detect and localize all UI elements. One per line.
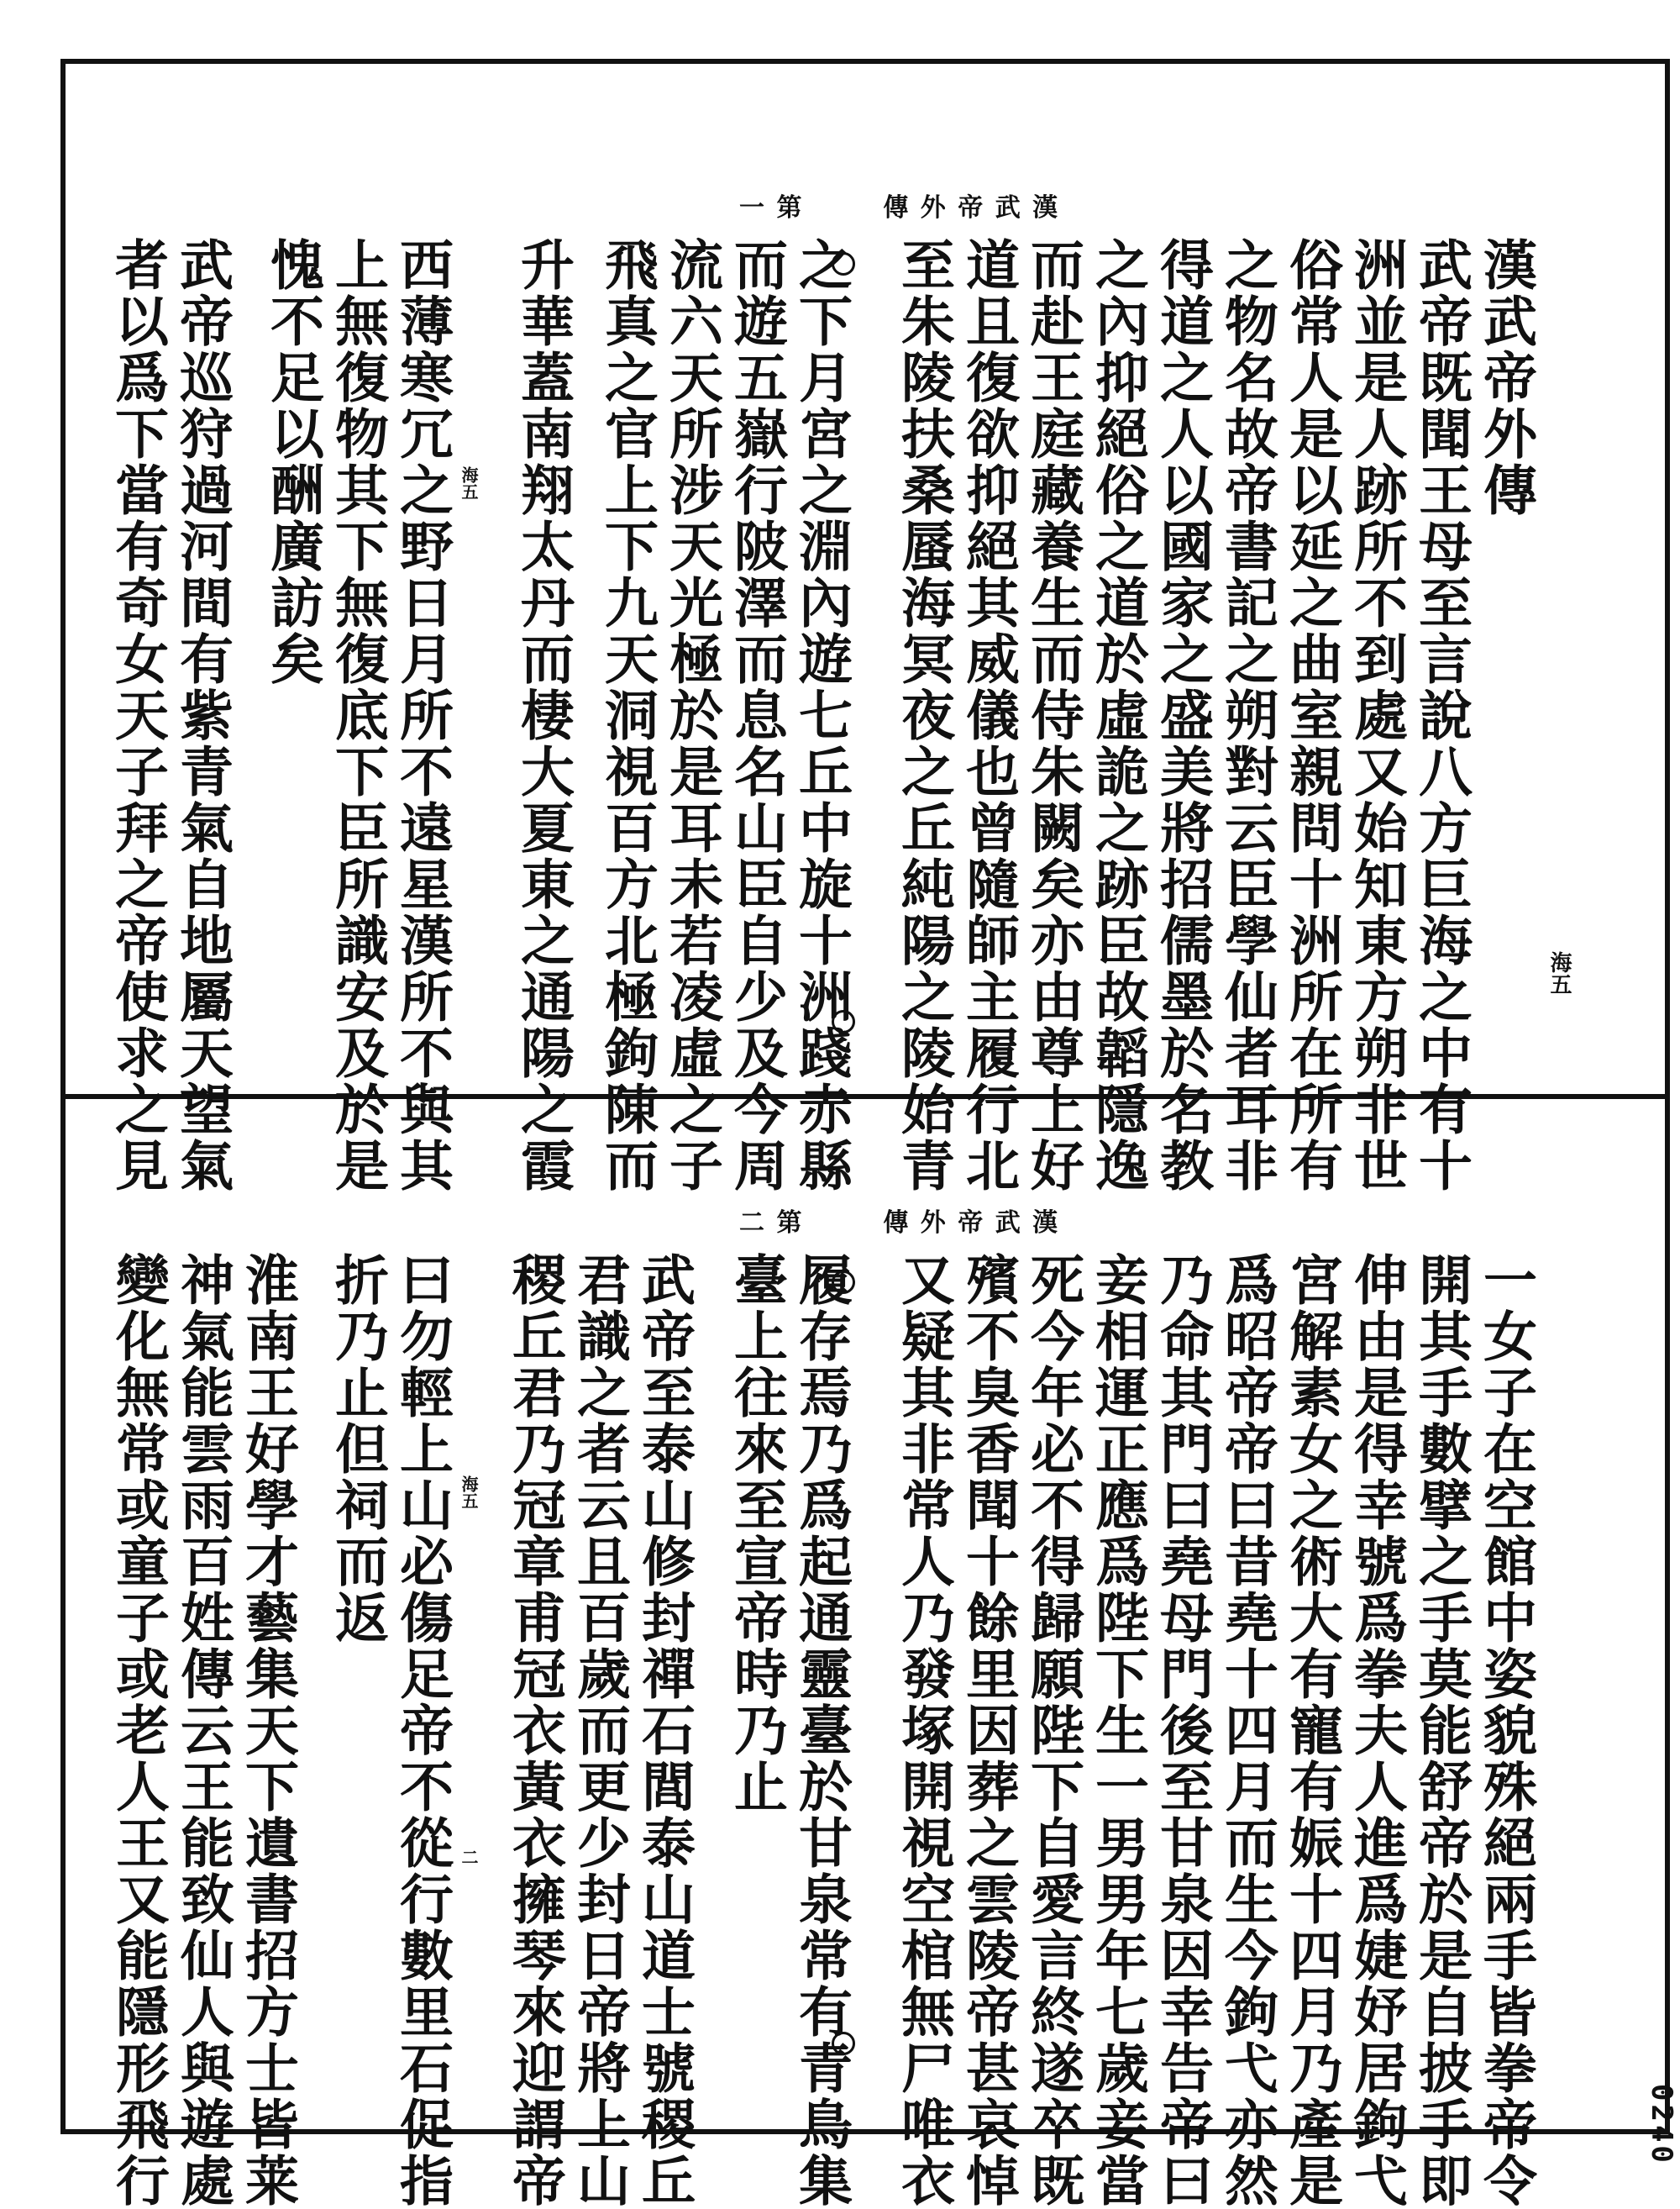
top-col-15: 升華蓋南翔太丹而棲大夏東之通陽之霞 bbox=[512, 237, 575, 1194]
bottom-circle-mark-1 bbox=[832, 1270, 855, 1294]
top-col-13: 流六天所涉天光極於是耳未若凌虛之子 bbox=[660, 237, 723, 1194]
bottom-col-11: 履存焉乃爲起通靈臺於甘泉常有青鳥集 bbox=[790, 1252, 853, 2209]
bottom-col-10: 又疑其非常人乃發塚開視空棺無尸唯衣 bbox=[892, 1252, 955, 2209]
bottom-circle-mark-2 bbox=[832, 2032, 855, 2055]
top-col-6: 得道之人以國家之盛美將招儒墨於名教 bbox=[1151, 237, 1214, 1194]
top-col-16: 西薄寒冗之野日月所不遠星漢所不與其 bbox=[391, 237, 454, 1194]
bottom-header bbox=[739, 1202, 1059, 1239]
bottom-col-3: 伸由是得幸號爲拳夫人進爲婕妤居鉤弋 bbox=[1345, 1252, 1408, 2209]
bottom-col-19: 神氣能雲雨百姓傳云王能致仙人與遊處 bbox=[171, 1252, 234, 2209]
bottom-col-6: 乃命其門曰堯母門後至甘泉因幸告帝曰 bbox=[1151, 1252, 1214, 2209]
top-col-10: 至朱陵扶桑蜃海冥夜之丘純陽之陵始青 bbox=[892, 237, 955, 1194]
top-col-5: 之物名故帝書記之朔對云臣學仙者耳非 bbox=[1215, 237, 1278, 1194]
bottom-col-2: 開其手數擘之手莫能舒帝於是自披手即 bbox=[1410, 1252, 1473, 2209]
bottom-header-section: 二 第 bbox=[739, 1208, 804, 1238]
bottom-col-15: 稷丘君乃冠章甫冠衣黃衣擁琴來迎謂帝 bbox=[503, 1252, 566, 2209]
top-col-2: 武帝既聞王母至言說八方巨海之中有十 bbox=[1410, 237, 1473, 1194]
top-col-7: 之內抑絕俗之道於虛詭之跡臣故韜隱逸 bbox=[1086, 237, 1149, 1194]
bottom-col-12: 臺上往來至宣帝時乃止 bbox=[725, 1252, 788, 1815]
top-col-19: 武帝巡狩過河間有紫青氣自地屬天望氣 bbox=[171, 237, 234, 1194]
top-circle-mark-2 bbox=[832, 1010, 855, 1033]
bottom-col-1: 一女子在空館中姿貌殊絕兩手皆拳帝令 bbox=[1474, 1252, 1537, 2209]
top-col-14: 飛真之官上下九天洞視百方北極鉤陳而 bbox=[596, 237, 659, 1194]
top-inline-note: 海五 bbox=[459, 466, 479, 500]
top-col-12: 而遊五嶽行陂澤而息名山臣自少及今周 bbox=[725, 237, 788, 1194]
top-side-note: 海五 bbox=[1546, 951, 1572, 995]
top-col-8: 而赴王庭藏養生而侍朱闕矣亦由尊上好 bbox=[1021, 237, 1084, 1194]
bottom-header-title: 傳 外 帝 武 漢 bbox=[883, 1208, 1060, 1238]
bottom-inline-mark: 二 bbox=[459, 1849, 479, 1865]
bottom-col-17: 折乃止但祠而返 bbox=[326, 1252, 389, 1646]
top-circle-mark-1 bbox=[832, 252, 855, 276]
bottom-col-8: 死今年必不得歸願陛下自愛言終遂卒既 bbox=[1021, 1252, 1084, 2209]
bottom-col-18: 淮南王好學才藝集天下遺書招方士皆莱 bbox=[236, 1252, 299, 2209]
top-col-1: 漢武帝外傳 bbox=[1474, 237, 1537, 518]
bottom-col-5: 爲昭帝帝曰昔堯十四月而生今鉤弋亦然 bbox=[1215, 1252, 1278, 2209]
top-col-3: 洲並是人跡所不到處又始知東方朔非世 bbox=[1345, 237, 1408, 1194]
top-header bbox=[739, 187, 1059, 224]
bottom-col-9: 殯不臭香聞十餘里因葬之雲陵帝甚哀悼 bbox=[957, 1252, 1020, 2209]
top-col-17: 上無復物其下無復底下臣所識安及於是 bbox=[326, 237, 389, 1194]
top-header-title: 傳 外 帝 武 漢 bbox=[883, 193, 1060, 223]
top-col-4: 俗常人是以延之曲室親問十洲所在所有 bbox=[1280, 237, 1343, 1194]
top-header-section: 一 第 bbox=[739, 193, 804, 223]
top-col-9: 道且復欲抑絕其威儀也曾隨師主履行北 bbox=[957, 237, 1020, 1194]
bottom-col-13: 武帝至泰山修封禪石閭泰山道士號稷丘 bbox=[633, 1252, 696, 2209]
top-col-11: 之下月宮之淵內遊七丘中旋十洲踐赤縣 bbox=[790, 237, 853, 1194]
bottom-col-14: 君識之者云且百歲而更少封日帝將上山 bbox=[568, 1252, 631, 2209]
top-col-20: 者以爲下當有奇女天子拜之帝使求之見 bbox=[106, 237, 169, 1194]
bottom-col-20: 變化無常或童子或老人王又能隱形飛行 bbox=[107, 1252, 170, 2209]
page-number: 0240 bbox=[1645, 2084, 1678, 2166]
bottom-inline-note: 海五 bbox=[459, 1475, 479, 1509]
bottom-col-4: 宮解素女之術大有寵有娠十四月乃產是 bbox=[1280, 1252, 1343, 2209]
bottom-col-7: 妾相運正應爲陛下生一男男年七歲妾當 bbox=[1086, 1252, 1149, 2209]
top-col-18: 愧不足以酬廣訪矣 bbox=[261, 237, 324, 687]
bottom-col-16: 曰勿輕上山必傷足帝不從行數里石促指 bbox=[391, 1252, 454, 2209]
